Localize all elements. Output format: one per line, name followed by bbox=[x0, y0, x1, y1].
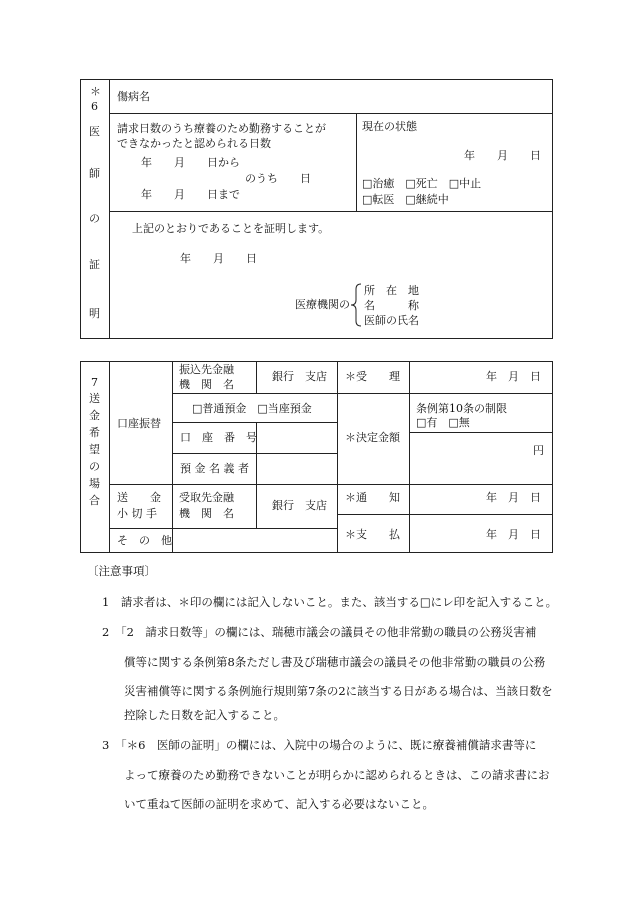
bank-label-2: 機 関 名 bbox=[179, 378, 234, 391]
section6-side-label-2: 6 bbox=[91, 100, 98, 113]
certify-date: 年 月 日 bbox=[180, 252, 257, 265]
other-label: そ の 他 bbox=[117, 534, 172, 547]
bank-label-1: 振込先金融 bbox=[179, 363, 234, 376]
notice-date: 年 月 日 bbox=[486, 491, 541, 504]
remit-label-1: 送 金 bbox=[117, 491, 161, 504]
section7-v-side bbox=[109, 361, 110, 553]
section7-h-3 bbox=[172, 453, 337, 454]
section6-side-label-6: 証 bbox=[89, 258, 100, 271]
section6-row-divider-2 bbox=[109, 211, 553, 212]
payment-label: ＊支 払 bbox=[345, 528, 400, 541]
institution-name-label: 名 称 bbox=[364, 299, 419, 312]
of-which-days: のうち 日 bbox=[245, 172, 311, 185]
limit-title: 条例第10条の制限 bbox=[416, 402, 507, 415]
section7-h-4 bbox=[109, 484, 553, 485]
current-status-date: 年 月 日 bbox=[464, 149, 541, 162]
section6-side-label-1: ＊ bbox=[90, 85, 101, 98]
section6-row-divider-1 bbox=[109, 113, 553, 114]
section7-side-label-6: の bbox=[89, 460, 100, 473]
section7-v-bank bbox=[256, 361, 257, 393]
section6-side-label-5: の bbox=[89, 212, 100, 225]
section7-side-label-7: 場 bbox=[89, 477, 100, 490]
period-to: 年 月 日まで bbox=[141, 188, 240, 201]
section6-side-label-7: 明 bbox=[89, 307, 100, 320]
receipt-date: 年 月 日 bbox=[486, 370, 541, 383]
section7-side-label-1: 7 bbox=[91, 376, 98, 389]
section7-side-label-4: 希 bbox=[89, 426, 100, 439]
note-line-2: 2 「2 請求日数等」の欄には、瑞穂市議会の議員その他非常勤の職員の公務災害補 bbox=[102, 625, 537, 639]
note-line-8: いて重ねて医師の証明を求めて、記入する必要はないこと。 bbox=[124, 797, 434, 811]
recv-label-1: 受取先金融 bbox=[179, 491, 234, 504]
section6-side-label-3: 医 bbox=[89, 125, 100, 138]
section7-side-label-8: 合 bbox=[89, 494, 100, 507]
injury-name-label: 傷病名 bbox=[117, 90, 150, 103]
section7-h-2 bbox=[172, 422, 337, 423]
decision-amount-label: ＊決定金額 bbox=[345, 431, 400, 444]
section7-h-7 bbox=[409, 432, 553, 433]
status-checkboxes-row2[interactable]: □転医 □継続中 bbox=[362, 193, 449, 206]
bank-branch: 銀行 支店 bbox=[272, 370, 327, 383]
days-title-line1: 請求日数のうち療養のため勤務することが bbox=[117, 122, 326, 135]
certify-text: 上記のとおりであることを証明します。 bbox=[132, 222, 330, 235]
section6-status-divider bbox=[356, 113, 357, 211]
section7-side-label-5: 望 bbox=[89, 443, 100, 456]
note-line-5: 控除した日数を記入すること。 bbox=[124, 708, 285, 722]
yen-unit: 円 bbox=[533, 444, 544, 457]
section6-side-label-4: 師 bbox=[89, 167, 100, 180]
section6-side-divider bbox=[109, 79, 110, 339]
transfer-label: 口座振替 bbox=[117, 417, 161, 430]
section7-v-right bbox=[409, 361, 410, 553]
status-checkboxes-row1[interactable]: □治癒 □死亡 □中止 bbox=[362, 177, 482, 190]
section7-v-mid bbox=[337, 361, 338, 553]
account-holder-label: 預 金 名 義 者 bbox=[180, 462, 249, 475]
notes-heading: 〔注意事項〕 bbox=[87, 564, 156, 578]
section7-side-label-2: 送 bbox=[89, 392, 100, 405]
section7-v-label bbox=[172, 361, 173, 553]
section7-h-6 bbox=[337, 514, 553, 515]
remit-label-2: 小 切 手 bbox=[117, 507, 157, 520]
account-type-checkboxes[interactable]: □普通預金 □当座預金 bbox=[192, 402, 312, 415]
note-line-7: よって療養のため勤務できないことが明らかに認められるときは、この請求書にお bbox=[124, 768, 550, 782]
payment-date: 年 月 日 bbox=[486, 528, 541, 541]
period-from: 年 月 日から bbox=[141, 156, 240, 169]
section7-h-1 bbox=[172, 393, 553, 394]
note-line-1: 1 請求者は、＊印の欄には記入しないこと。また、該当する□にレ印を記入すること。 bbox=[102, 595, 558, 609]
current-status-label: 現在の状態 bbox=[362, 120, 417, 133]
note-line-3: 償等に関する条例第8条ただし書及び瑞穂市議会の議員その他非常勤の職員の公務 bbox=[124, 655, 546, 669]
days-title-line2: できなかったと認められる日数 bbox=[117, 137, 271, 150]
recv-branch: 銀行 支店 bbox=[272, 499, 327, 512]
note-line-6: 3 「＊6 医師の証明」の欄には、入院中の場合のように、既に療養補償請求書等に bbox=[102, 738, 537, 752]
note-line-4: 災害補償等に関する条例施行規則第7条の2に該当する日がある場合は、当該日数を bbox=[124, 684, 553, 698]
institution-address-label: 所 在 地 bbox=[364, 284, 419, 297]
section7-v-bank2 bbox=[256, 484, 257, 528]
recv-label-2: 機 関 名 bbox=[179, 507, 234, 520]
institution-brace bbox=[349, 283, 363, 327]
section7-side-label-3: 金 bbox=[89, 409, 100, 422]
notice-label: ＊通 知 bbox=[345, 491, 400, 504]
institution-label: 医療機関の bbox=[295, 298, 350, 311]
section7-table bbox=[80, 361, 553, 553]
limit-options[interactable]: □有 □無 bbox=[416, 416, 470, 429]
account-number-label: 口 座 番 号 bbox=[180, 431, 257, 444]
section7-h-5 bbox=[109, 528, 337, 529]
doctor-name-label: 医師の氏名 bbox=[364, 314, 419, 327]
receipt-label: ＊受 理 bbox=[345, 370, 400, 383]
